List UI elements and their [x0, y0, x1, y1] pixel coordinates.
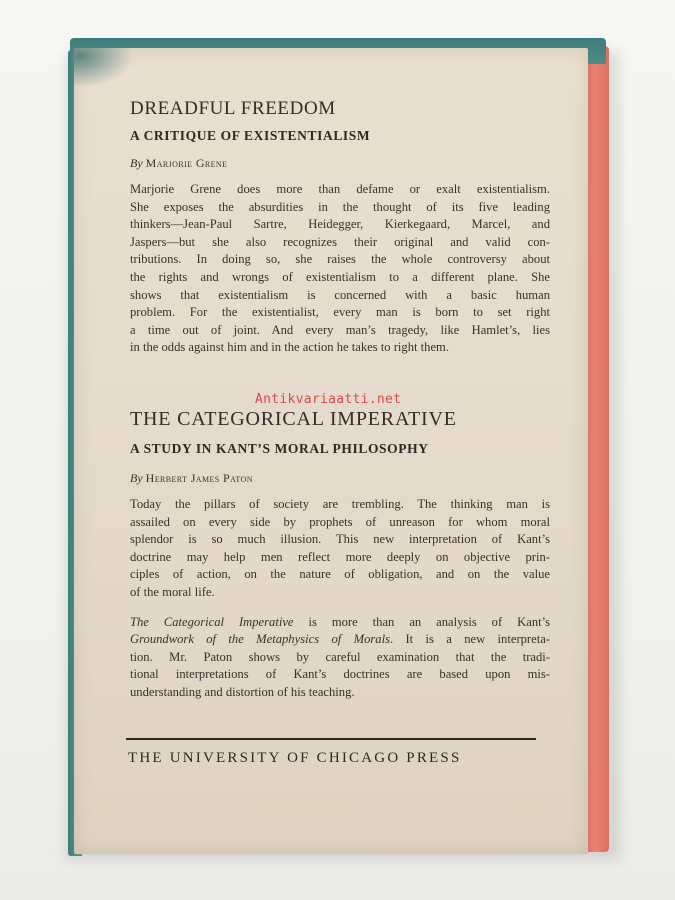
book2-para2-text: is more than an analysis of Kant’s	[293, 614, 551, 629]
watermark-text: Antikvariaatti.net	[255, 392, 402, 407]
publisher-rule	[126, 738, 536, 740]
book2-author	[130, 471, 550, 486]
book1-title: DREADFUL FREEDOM	[130, 98, 336, 119]
book1-line: a time out of joint. And every man’s tragedy, like Hamlet’s, lies	[130, 322, 550, 337]
book2-by: By	[130, 471, 143, 485]
book1-line: Jaspers—but she also recognizes their original and valid con-	[130, 234, 550, 249]
book2-section	[130, 408, 550, 702]
book2-para2-text: . It is a new interpreta-	[389, 632, 550, 647]
book2-description-2	[130, 614, 550, 702]
book2-line: ciples of action, on the nature of obligation, and on the value	[130, 567, 550, 582]
groundwork-title-italic: Groundwork of the Metaphysics of Morals	[130, 632, 390, 647]
book2-line: of the moral life.	[130, 584, 215, 599]
book2-title-italic: The Categorical Imperative	[130, 614, 294, 629]
book2-line: assailed on every side by prophets of unreason for whom moral	[130, 514, 550, 529]
book2-para2-line: understanding and distortion of his teaching.	[130, 684, 355, 699]
book1-author-name: Marjorie Grene	[145, 156, 228, 170]
book1-line: Marjorie Grene does more than defame or exalt existentialism.	[130, 182, 550, 196]
dust-jacket-wear	[74, 48, 134, 88]
book1-line: in the odds against him and in the action he takes to right them.	[130, 340, 449, 355]
book1-line: problem. For the existentialist, every man is born to set right	[130, 305, 550, 320]
book1-by: By	[130, 156, 143, 170]
book1-line: thinkers—Jean-Paul Sartre, Heidegger, Kierkegaard, Marcel, and	[130, 217, 550, 232]
book2-author-name: Herbert James Paton	[145, 471, 253, 485]
book2-para2-line	[130, 614, 550, 632]
book1-author	[130, 156, 550, 171]
book1-subtitle: A CRITIQUE OF EXISTENTIALISM	[130, 128, 371, 143]
book2-line: doctrine may help men reflect more deeply on objective prin-	[130, 549, 550, 564]
book2-title: THE CATEGORICAL IMPERATIVE	[130, 408, 457, 430]
book1-line: tributions. In doing so, she raises the whole controversy about	[130, 252, 550, 267]
book2-description-1	[130, 496, 550, 602]
publisher-name: THE UNIVERSITY OF CHICAGO PRESS	[128, 750, 462, 766]
book2-line: Today the pillars of society are trembling. The thinking man is	[130, 497, 550, 511]
book1-line: the rights and wrongs of existentialism to a different plane. She	[130, 269, 550, 284]
book2-subtitle: A STUDY IN KANT’S MORAL PHILOSOPHY	[130, 441, 429, 456]
book1-description	[130, 181, 550, 357]
book1-section	[130, 98, 550, 357]
book2-para2-line: tion. Mr. Paton shows by careful examination that the tradi-	[130, 649, 550, 664]
book1-line: She exposes the absurdities in the thought of its five leading	[130, 199, 550, 214]
book1-line: shows that existentialism is concerned with a basic human	[130, 287, 550, 302]
book2-para2-line: tional interpretations of Kant’s doctrines are based upon mis-	[130, 667, 550, 682]
book2-line: splendor is so much illusion. This new interpretation of Kant’s	[130, 532, 550, 547]
book2-para2-line	[130, 631, 550, 649]
